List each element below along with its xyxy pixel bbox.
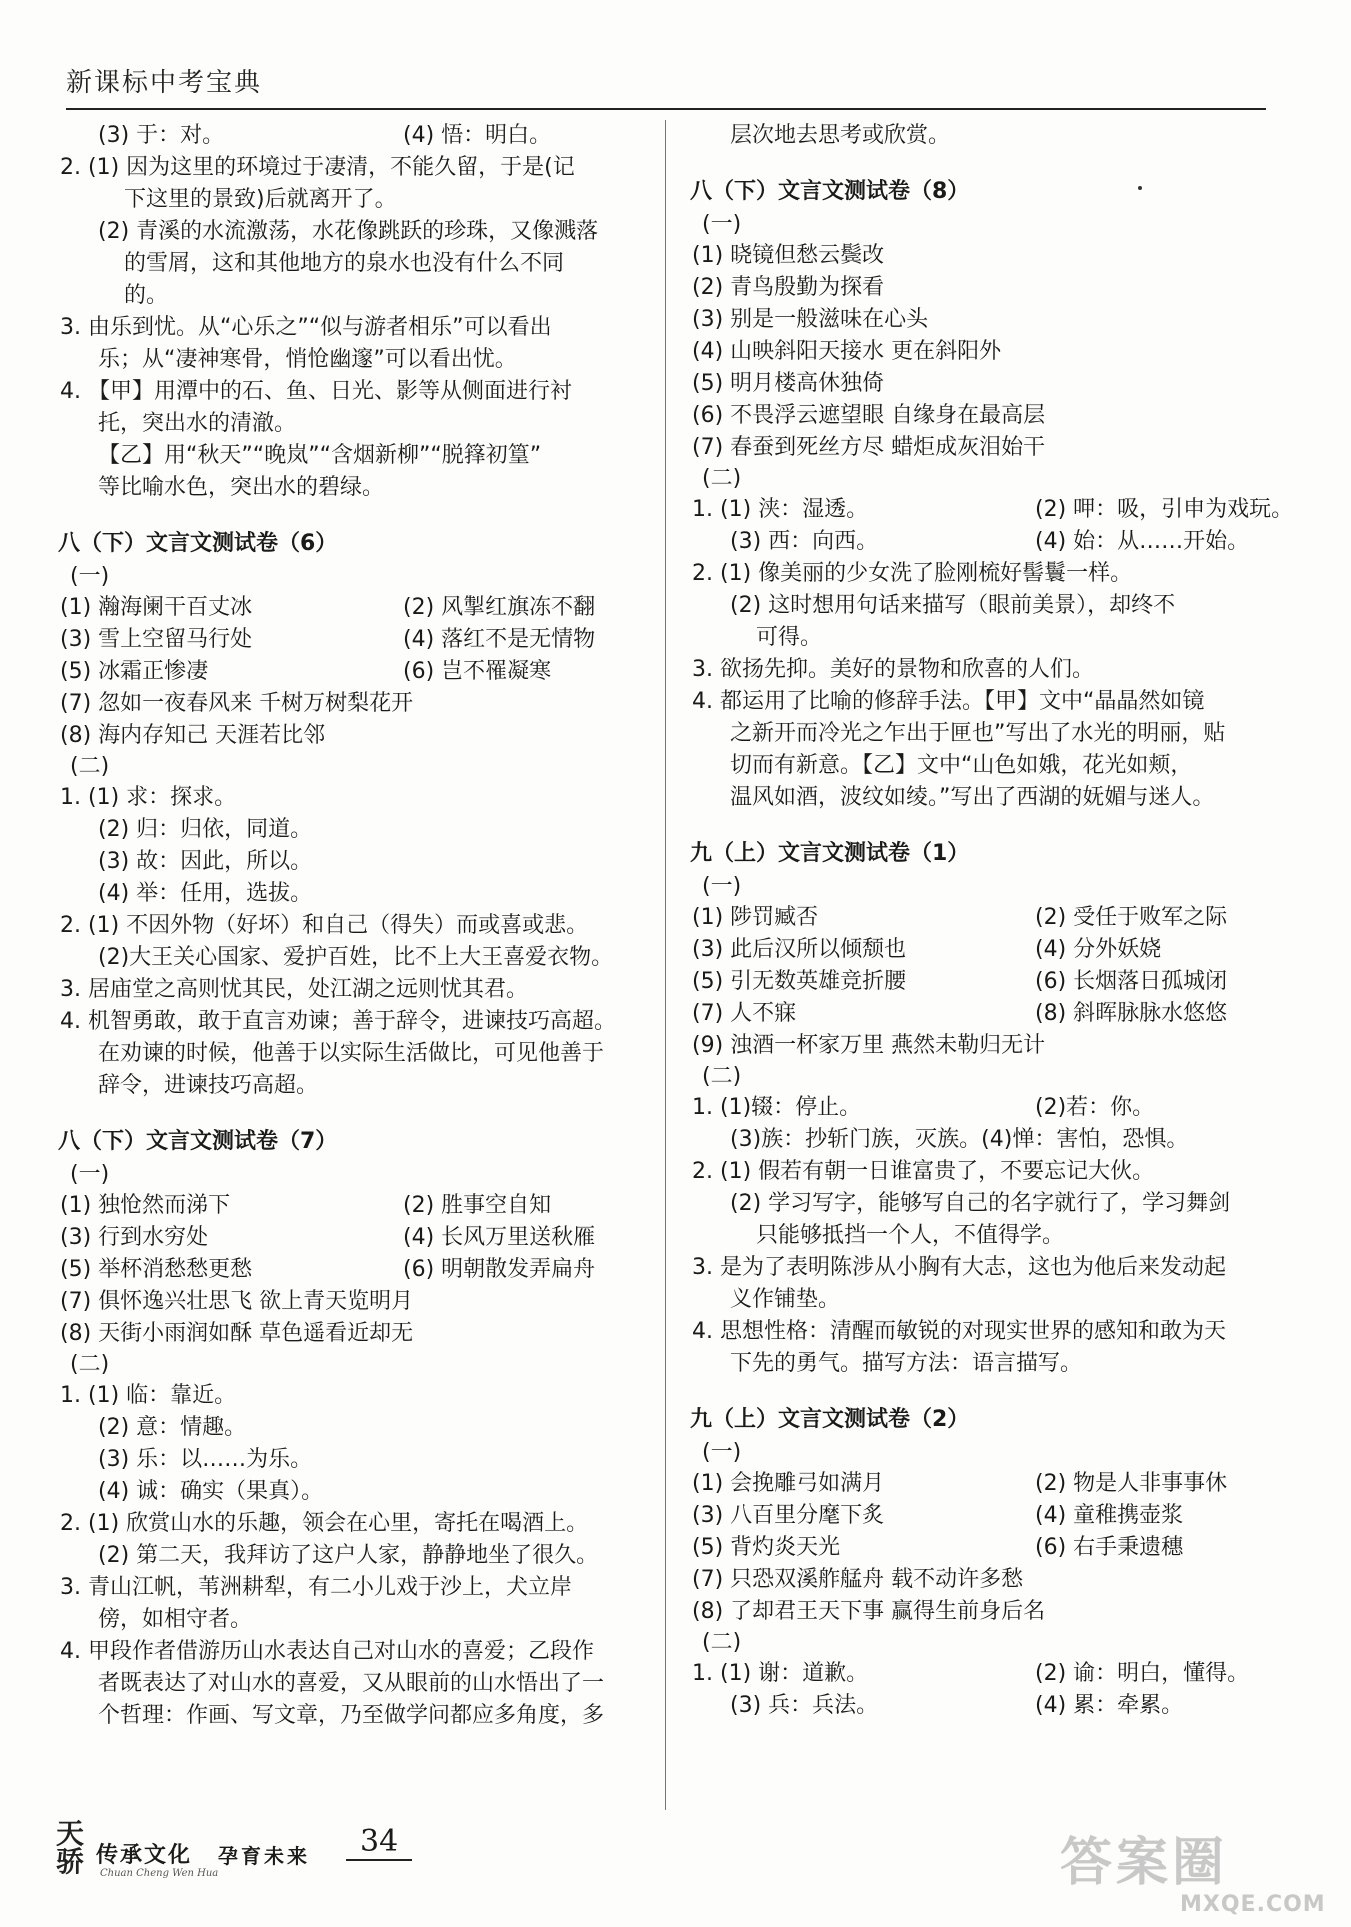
part-heading: (二) <box>70 754 110 779</box>
answer-line <box>690 1690 1290 1722</box>
answer-text-col2: (8) 斜晖脉脉水悠悠 <box>1035 1001 1228 1026</box>
answer-text: (2) 学习写字，能够写自己的名字就行了，学习舞剑 <box>730 1191 1231 1216</box>
answer-line <box>690 526 1290 558</box>
answer-line <box>690 1532 1290 1564</box>
answer-line <box>690 590 1290 622</box>
answer-line <box>690 1658 1290 1690</box>
answer-line <box>58 624 658 656</box>
answer-line <box>690 336 1290 368</box>
answer-text: 4. 都运用了比喻的修辞手法。【甲】文中“晶晶然如镜 <box>692 689 1205 714</box>
answer-line <box>58 974 658 1006</box>
answer-line <box>58 1540 658 1572</box>
answer-text-col2: (2) 受任于败军之际 <box>1035 905 1228 930</box>
answer-line <box>58 1222 658 1254</box>
answer-line <box>690 934 1290 966</box>
answer-line <box>58 152 658 184</box>
answer-line <box>58 1318 658 1350</box>
answer-text: 者既表达了对山水的喜爱，又从眼前的山水悟出了一 <box>98 1671 605 1696</box>
answer-text: (5) 背灼炎天光 <box>692 1535 841 1560</box>
answer-line <box>58 814 658 846</box>
answer-text: (3) 兵：兵法。 <box>730 1693 879 1718</box>
answer-text: (4) 山映斜阳天接水 更在斜阳外 <box>692 339 1002 364</box>
answer-text: 1. (1) 谢：道歉。 <box>692 1661 869 1686</box>
header-title: 新课标中考宝典 <box>66 68 263 98</box>
answer-text: (3) 此后汉所以倾颓也 <box>692 937 907 962</box>
answer-text: (3)族：抄斩门族，灭族。(4)惮：害怕，恐惧。 <box>730 1127 1189 1152</box>
answer-text-col2: (6) 长烟落日孤城闭 <box>1035 969 1228 994</box>
answer-line <box>58 1572 658 1604</box>
watermark-url: MXQE.COM <box>1180 1892 1326 1917</box>
part-heading: (一) <box>702 874 742 899</box>
answer-text: (2) 归：归依，同道。 <box>98 817 313 842</box>
footer-pinyin: Chuan Cheng Wen Hua <box>100 1868 219 1879</box>
answer-line <box>58 1604 658 1636</box>
answer-text: (2)大王关心国家、爱护百姓，比不上大王喜爱衣物。 <box>98 945 614 970</box>
answer-line <box>58 782 658 814</box>
answer-text-col2: (2) 谕：明白，懂得。 <box>1035 1661 1250 1686</box>
answer-text: (3) 乐：以……为乐。 <box>98 1447 313 1472</box>
section-test-9-2 <box>690 1404 1290 1722</box>
answer-line <box>690 1030 1290 1062</box>
answer-line <box>58 408 658 440</box>
answer-text: 1. (1) 求：探求。 <box>60 785 237 810</box>
answer-line <box>690 966 1290 998</box>
answer-line <box>58 216 658 248</box>
section-test-6 <box>58 528 658 1102</box>
answer-text: (4) 举：任用，选拔。 <box>98 881 313 906</box>
answer-text-col2: (2) 呷：吸，引申为戏玩。 <box>1035 497 1294 522</box>
answer-text: (7) 只恐双溪舴艋舟 载不动许多愁 <box>692 1567 1024 1592</box>
answer-line <box>58 592 658 624</box>
answer-line <box>58 344 658 376</box>
answer-line <box>690 1220 1290 1252</box>
section-test-9-1 <box>690 838 1290 1380</box>
answer-text-col2: (4) 始：从……开始。 <box>1035 529 1250 554</box>
answer-line <box>690 782 1290 814</box>
answer-text: (2) 意：情趣。 <box>98 1415 247 1440</box>
answer-text: (9) 浊酒一杯家万里 燕然未勒归无计 <box>692 1033 1046 1058</box>
answer-line <box>690 1596 1290 1628</box>
part-heading: (一) <box>70 1162 110 1187</box>
answer-text: 3. 由乐到忧。从“心乐之”“似与游者相乐”可以看出 <box>60 315 552 340</box>
answer-line <box>58 376 658 408</box>
answer-text-col2: (4) 童稚携壶浆 <box>1035 1503 1184 1528</box>
answer-text: 义作铺垫。 <box>730 1287 841 1312</box>
answer-line <box>58 1668 658 1700</box>
answer-line <box>690 1124 1290 1156</box>
answer-text: (3) 故：因此，所以。 <box>98 849 313 874</box>
answer-text: 【乙】用“秋天”“晚岚”“含烟新柳”“脱箨初篁” <box>98 443 542 468</box>
answer-text-col2: (4) 落红不是无情物 <box>403 627 596 652</box>
answer-line <box>58 312 658 344</box>
answer-line <box>690 1252 1290 1284</box>
answer-line <box>690 494 1294 526</box>
right-column <box>690 120 1294 1722</box>
answer-line <box>58 942 658 974</box>
answer-line <box>58 656 658 688</box>
answer-line <box>690 750 1290 782</box>
publisher-logo: 天骄 <box>56 1817 85 1878</box>
answer-line <box>58 1038 658 1070</box>
watermark <box>1060 1820 1326 1920</box>
answer-text: (1) 晓镜但愁云鬓改 <box>692 243 885 268</box>
section-test-7 <box>58 1126 658 1732</box>
answer-line <box>690 1468 1290 1500</box>
answer-text-col2: (4) 悟：明白。 <box>403 123 552 148</box>
answer-line <box>58 472 658 504</box>
answer-line <box>58 1412 658 1444</box>
answer-text: 下先的勇气。描写方法：语言描写。 <box>730 1351 1083 1376</box>
answer-line <box>58 120 658 152</box>
answer-line <box>690 1188 1290 1220</box>
answer-line <box>58 1444 658 1476</box>
answer-text-col2: (2) 物是人非事事休 <box>1035 1471 1228 1496</box>
answer-text: 2. (1) 欣赏山水的乐趣，领会在心里，寄托在喝酒上。 <box>60 1511 589 1536</box>
answer-text: 3. 是为了表明陈涉从小胸有大志，这也为他后来发动起 <box>692 1255 1226 1280</box>
answer-text: (6) 不畏浮云遮望眼 自缘身在最高层 <box>692 403 1046 428</box>
answer-text: (3) 于：对。 <box>98 123 225 148</box>
answer-text: 可得。 <box>756 625 823 650</box>
answer-text: 个哲理：作画、写文章，乃至做学问都应多角度，多 <box>98 1703 605 1728</box>
answer-text-col2: (2) 风掣红旗冻不翻 <box>403 595 596 620</box>
answer-text: 3. 青山江帆，苇洲耕犁，有二小儿戏于沙上，犬立岸 <box>60 1575 572 1600</box>
right-top-answers <box>690 120 1290 152</box>
answer-text: (7) 人不寐 <box>692 1001 797 1026</box>
answer-text: (8) 海内存知己 天涯若比邻 <box>60 723 326 748</box>
answer-line <box>690 240 1290 272</box>
answer-line <box>58 1700 658 1732</box>
answer-line <box>58 1070 658 1102</box>
answer-text-col2: (4) 长风万里送秋雁 <box>403 1225 596 1250</box>
answer-text: 1. (1) 浃：湿透。 <box>692 497 869 522</box>
part-heading: (二) <box>702 1630 742 1655</box>
answer-text: 层次地去思考或欣赏。 <box>730 123 951 148</box>
footer-brand: 传承文化 <box>96 1843 193 1868</box>
page-header <box>66 52 1266 110</box>
part-heading: (一) <box>702 212 742 237</box>
answer-text: 3. 居庙堂之高则忧其民，处江湖之远则忧其君。 <box>60 977 528 1002</box>
answer-line <box>58 248 658 280</box>
answer-text-col2: (6) 明朝散发弄扁舟 <box>403 1257 596 1282</box>
answer-line <box>690 622 1290 654</box>
answer-line <box>690 1092 1290 1124</box>
answer-text: 4. 【甲】用潭中的石、鱼、日光、影等从侧面进行衬 <box>60 379 572 404</box>
answer-text: 傍，如相守者。 <box>98 1607 253 1632</box>
answer-text: (7) 春蚕到死丝方尽 蜡炬成灰泪始干 <box>692 435 1046 460</box>
answer-text: (3) 雪上空留马行处 <box>60 627 253 652</box>
answer-line <box>690 1564 1290 1596</box>
section-title: 九（上）文言文测试卷（1） <box>690 841 970 866</box>
answer-text: (7) 俱怀逸兴壮思飞 欲上青天览明月 <box>60 1289 414 1314</box>
answer-line <box>690 432 1290 464</box>
answer-text: 2. (1) 像美丽的少女洗了脸刚梳好髻鬟一样。 <box>692 561 1133 586</box>
answer-text-col2: (6) 右手秉遗穗 <box>1035 1535 1184 1560</box>
answer-line <box>58 1380 658 1412</box>
section-title: 九（上）文言文测试卷（2） <box>690 1407 970 1432</box>
answer-text: 温风如酒，波纹如绫。”写出了西湖的妩媚与迷人。 <box>730 785 1215 810</box>
answer-line <box>58 1286 658 1318</box>
page-footer <box>56 1817 456 1890</box>
answer-text: 等比喻水色，突出水的碧绿。 <box>98 475 385 500</box>
answer-text: 2. (1) 因为这里的环境过于凄清，不能久留，于是(记 <box>60 155 575 180</box>
answer-text: (3) 行到水穷处 <box>60 1225 209 1250</box>
answer-text: (3) 西：向西。 <box>730 529 879 554</box>
answer-line <box>690 718 1290 750</box>
left-column <box>58 120 658 1732</box>
answer-line <box>58 1006 658 1038</box>
answer-line <box>58 184 658 216</box>
answer-line <box>58 1636 658 1668</box>
answer-text: 切而有新意。【乙】文中“山色如娥，花光如颊， <box>730 753 1193 778</box>
answer-text: (1) 陟罚臧否 <box>692 905 819 930</box>
answer-text: 4. 甲段作者借游历山水表达自己对山水的喜爱；乙段作 <box>60 1639 594 1664</box>
answer-line <box>58 1476 658 1508</box>
answer-line <box>58 280 658 312</box>
answer-line <box>690 304 1290 336</box>
answer-text: 2. (1) 不因外物（好坏）和自己（得失）而或喜或悲。 <box>60 913 589 938</box>
part-heading: (一) <box>702 1440 742 1465</box>
answer-text: (3) 八百里分麾下炙 <box>692 1503 885 1528</box>
page-number: 34 <box>346 1824 412 1861</box>
answer-text: 4. 思想性格：清醒而敏锐的对现实世界的感知和敢为天 <box>692 1319 1226 1344</box>
answer-line <box>690 902 1290 934</box>
answer-text: 在劝谏的时候，他善于以实际生活做比，可见他善于 <box>98 1041 605 1066</box>
answer-line <box>690 654 1290 686</box>
answer-line <box>58 688 658 720</box>
answer-text: (1) 独怆然而涕下 <box>60 1193 231 1218</box>
section-title: 八（下）文言文测试卷（6） <box>58 531 338 556</box>
answer-line <box>690 686 1290 718</box>
answer-line <box>58 910 658 942</box>
answer-text: 的。 <box>124 283 169 308</box>
answer-line <box>690 1316 1290 1348</box>
answer-text-col2: (4) 分外妖娆 <box>1035 937 1162 962</box>
section-test-8 <box>690 176 1294 814</box>
answer-line <box>690 1500 1290 1532</box>
answer-line <box>58 1190 658 1222</box>
answer-text: (2) 青溪的水流激荡，水花像跳跃的珍珠，又像溅落 <box>98 219 599 244</box>
answer-line <box>690 400 1290 432</box>
answer-line <box>58 720 658 752</box>
answer-text: (5) 明月楼高休独倚 <box>692 371 885 396</box>
answer-text: 1. (1) 临：靠近。 <box>60 1383 237 1408</box>
left-top-answers <box>58 120 658 504</box>
answer-text: 只能够抵挡一个人，不值得学。 <box>756 1223 1065 1248</box>
answer-text: 的雪屑，这和其他地方的泉水也没有什么不同 <box>124 251 565 276</box>
answer-line <box>690 1348 1290 1380</box>
part-heading: (二) <box>702 1064 742 1089</box>
answer-text: 下这里的景致)后就离开了。 <box>124 187 397 212</box>
answer-text: 3. 欲扬先抑。美好的景物和欣喜的人们。 <box>692 657 1094 682</box>
column-divider <box>665 120 666 1810</box>
answer-text-col2: (2)若：你。 <box>1035 1095 1155 1120</box>
answer-text: (8) 了却君王天下事 赢得生前身后名 <box>692 1599 1046 1624</box>
answer-text-col2: (4) 累：牵累。 <box>1035 1693 1184 1718</box>
answer-text: (4) 诚：确实（果真）。 <box>98 1479 324 1504</box>
answer-text-col2: (2) 胜事空自知 <box>403 1193 552 1218</box>
answer-line <box>58 440 658 472</box>
answer-text: 托，突出水的清澈。 <box>98 411 297 436</box>
answer-line <box>690 368 1290 400</box>
answer-line <box>58 878 658 910</box>
answer-text: 2. (1) 假若有朝一日谁富贵了，不要忘记大伙。 <box>692 1159 1155 1184</box>
answer-text-col2: (6) 岂不罹凝寒 <box>403 659 552 684</box>
answer-line <box>58 846 658 878</box>
part-heading: (一) <box>70 564 110 589</box>
answer-text: (5) 冰霜正惨凄 <box>60 659 209 684</box>
part-heading: (二) <box>702 466 742 491</box>
watermark-text: 答案圈 <box>1060 1833 1229 1893</box>
answer-text: (2) 这时想用句话来描写（眼前美景），却终不 <box>730 593 1176 618</box>
answer-line <box>58 1254 658 1286</box>
answer-text: 辞令，进谏技巧高超。 <box>98 1073 319 1098</box>
answer-line <box>690 272 1290 304</box>
answer-line <box>58 1508 658 1540</box>
section-title: 八（下）文言文测试卷（7） <box>58 1129 338 1154</box>
answer-text: (5) 引无数英雄竞折腰 <box>692 969 907 994</box>
answer-line <box>690 558 1290 590</box>
answer-line <box>690 120 1290 152</box>
part-heading: (二) <box>70 1352 110 1377</box>
answer-line <box>690 998 1290 1030</box>
section-title: 八（下）文言文测试卷（8） <box>690 179 970 204</box>
answer-text: 之新开而冷光之乍出于匣也”写出了水光的明丽，贴 <box>730 721 1226 746</box>
answer-text: (5) 举杯消愁愁更愁 <box>60 1257 253 1282</box>
footer-slogan: 孕育未来 <box>218 1844 310 1868</box>
answer-text: (8) 天街小雨润如酥 草色遥看近却无 <box>60 1321 414 1346</box>
answer-text: (1) 会挽雕弓如满月 <box>692 1471 885 1496</box>
answer-text: (1) 瀚海阑干百丈冰 <box>60 595 253 620</box>
answer-text: (2) 青鸟殷勤为探看 <box>692 275 885 300</box>
answer-line <box>690 1156 1290 1188</box>
answer-line <box>690 1284 1290 1316</box>
answer-text: 乐；从“凄神寒骨，悄怆幽邃”可以看出忧。 <box>98 347 517 372</box>
answer-text: 4. 机智勇敢，敢于直言劝谏；善于辞令，进谏技巧高超。 <box>60 1009 616 1034</box>
answer-text: (7) 忽如一夜春风来 千树万树梨花开 <box>60 691 414 716</box>
answer-text: (3) 别是一般滋味在心头 <box>692 307 929 332</box>
answer-text: 1. (1)辍：停止。 <box>692 1095 862 1120</box>
answer-text: (2) 第二天，我拜访了这户人家，静静地坐了很久。 <box>98 1543 599 1568</box>
